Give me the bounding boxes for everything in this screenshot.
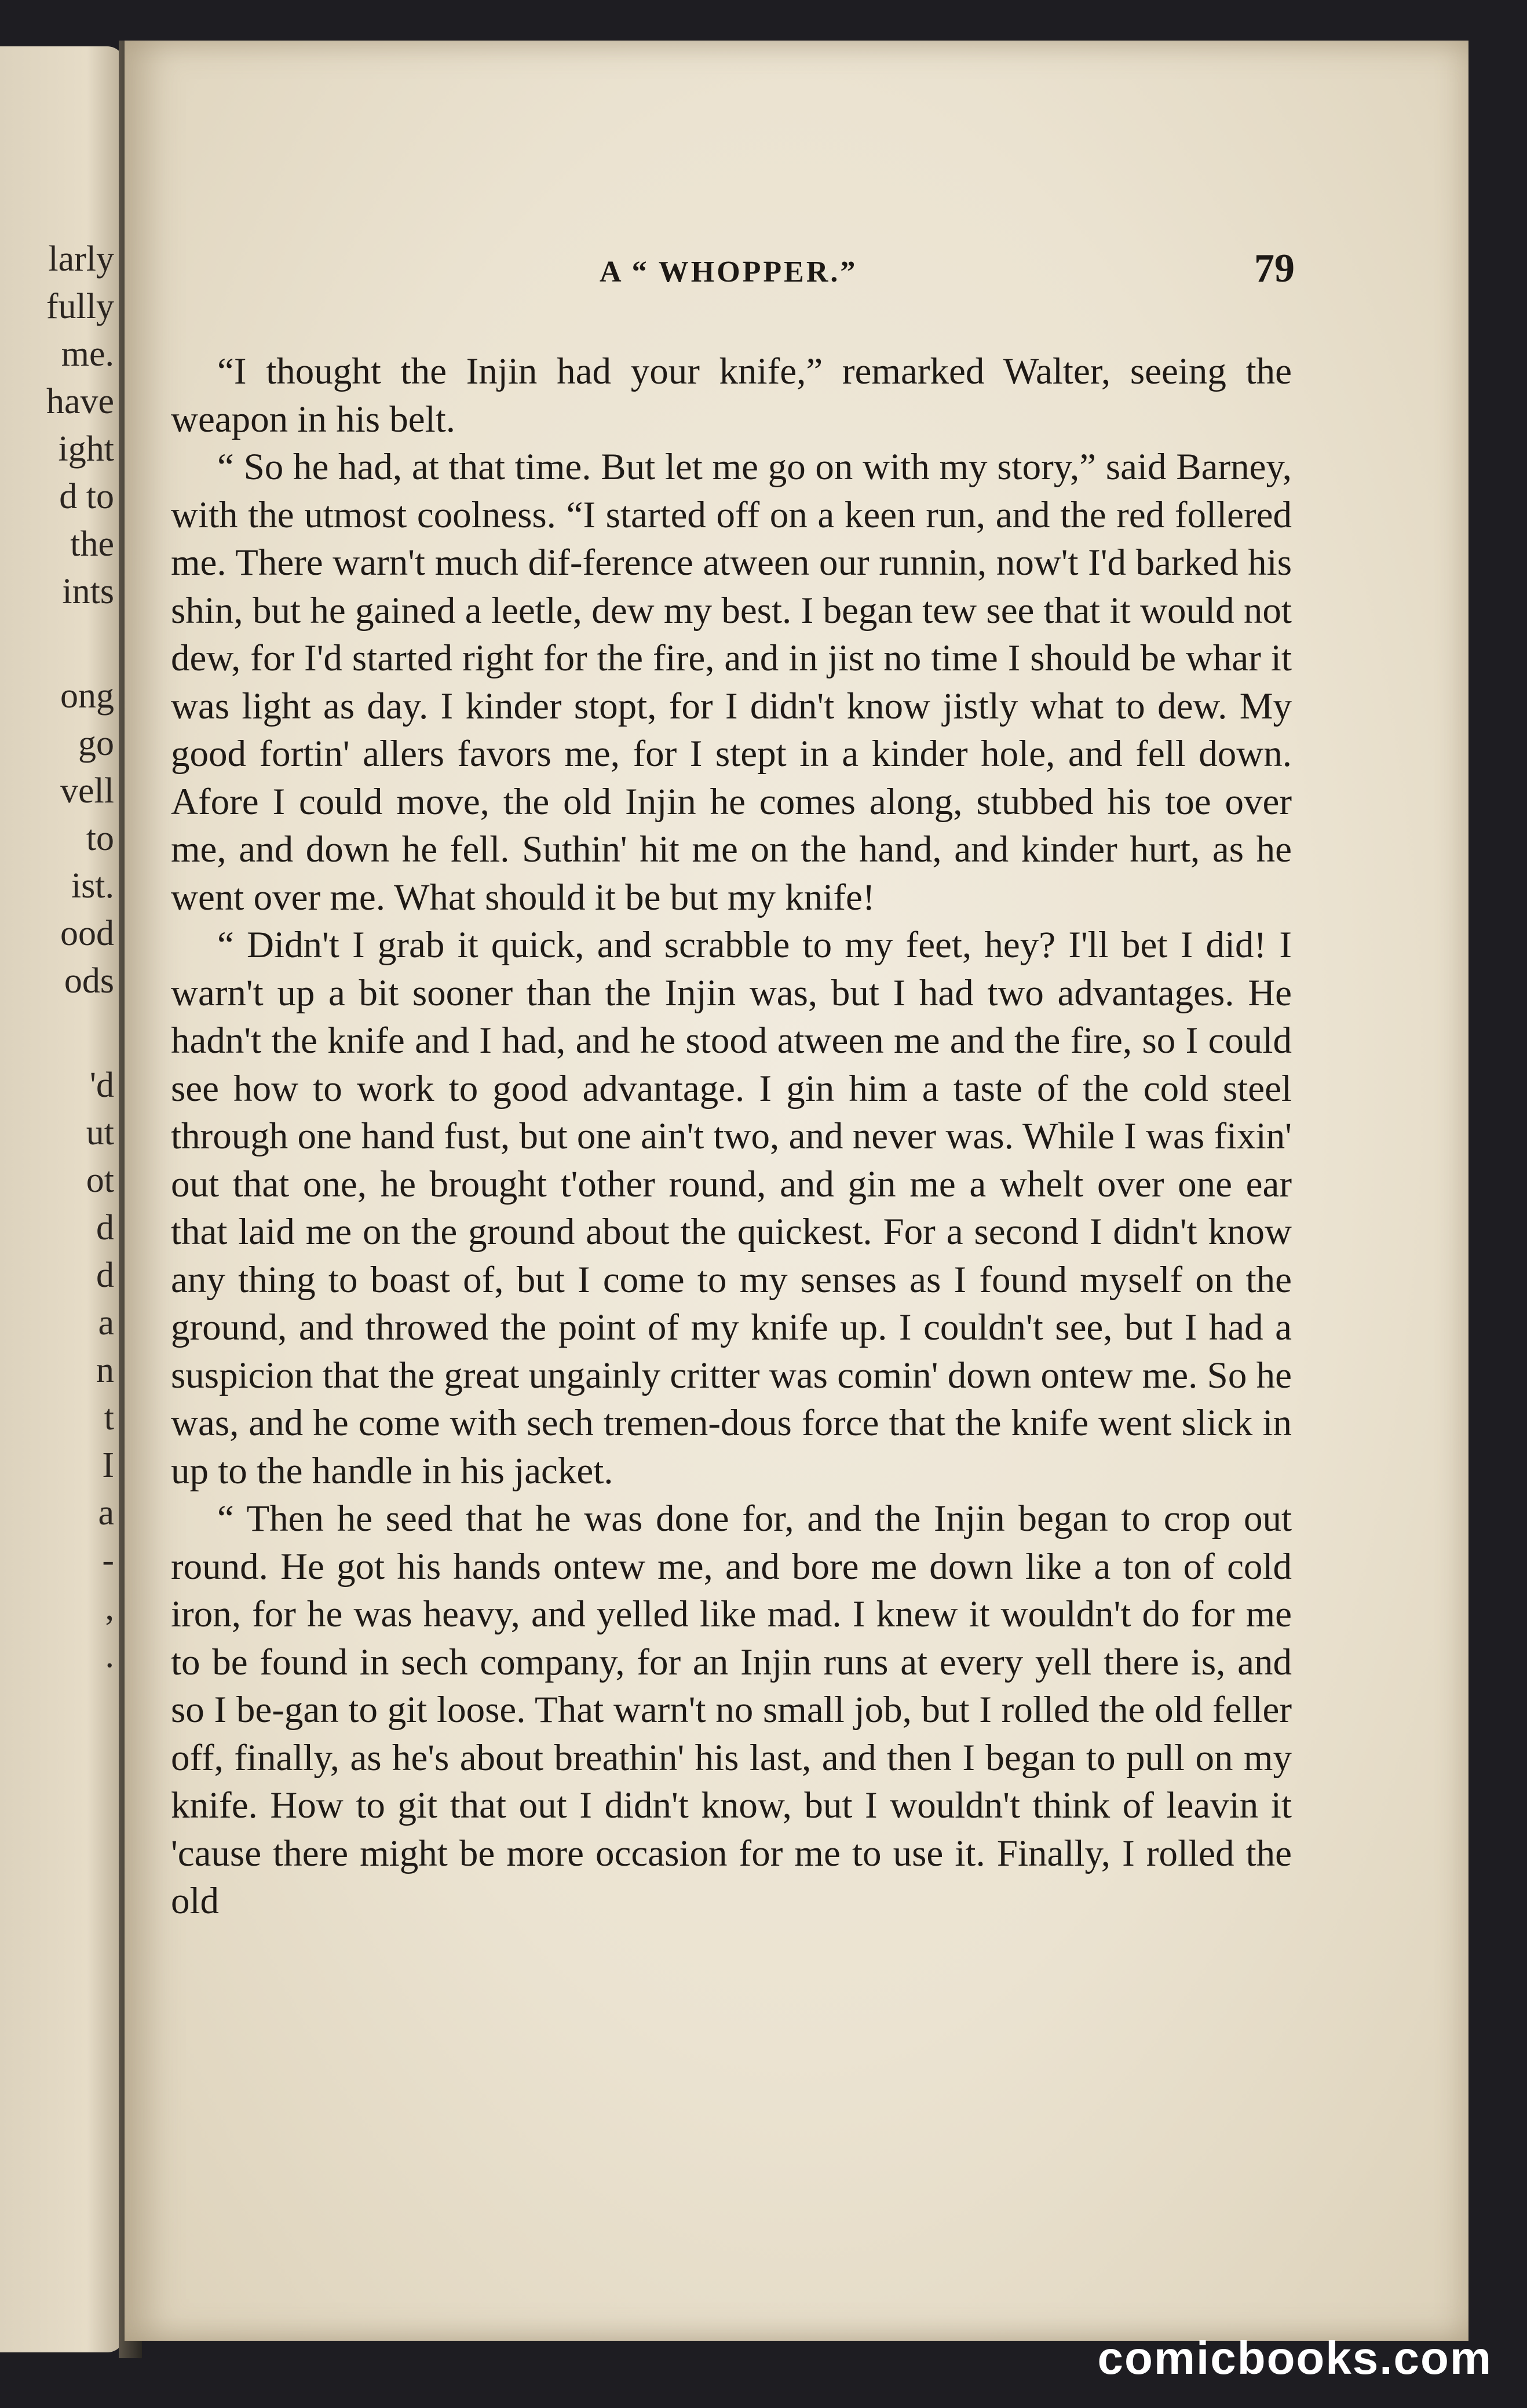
facing-page-fragment: ot xyxy=(86,1161,114,1200)
facing-page-fragment: d xyxy=(96,1208,114,1247)
site-watermark: comicbooks.com xyxy=(1097,2332,1492,2384)
facing-page-fragment: ods xyxy=(64,961,114,1001)
facing-page-fragment: a xyxy=(98,1303,114,1342)
facing-page-fragment: larly xyxy=(48,239,114,279)
paragraph: “ Then he seed that he was done for, and the Injin began to crop out round. He got his hands ontew me, and bore me down like a ton of cold iron, for he was heavy, and yelled like mad. I knew it wouldn't do for me to be found in sech company, for an Injin runs at every yell there is, and so I be-gan to git loose. That warn't no small job, but I rolled the old feller off, finally, as he's about breathin' his last, and then I began to pull on my knife. How to git that out I didn't know, but I wouldn't think of leavin it 'cause there might be more occasion for me to use it. Finally, I rolled the old xyxy=(171,1498,1292,1922)
facing-page-fragment: ight xyxy=(58,429,114,469)
facing-page-fragment: ood xyxy=(60,914,114,953)
facing-page-fragment: fully xyxy=(46,287,114,326)
facing-page-fragment: d to xyxy=(59,477,114,516)
facing-page-fragment: ints xyxy=(62,572,114,611)
facing-page-fragment: I xyxy=(102,1446,114,1485)
facing-page-fragment: n xyxy=(96,1351,114,1390)
book-page xyxy=(125,41,1468,2341)
paragraph: “I thought the Injin had your knife,” remarked Walter, seeing the weapon in his belt. xyxy=(171,351,1292,440)
paragraph: “ So he had, at that time. But let me go on with my story,” said Barney, with the utmost coolness. “I started off on a keen run, and the red follered me. There warn't much dif-ference atween our runnin, now't I'd barked his shin, but he gained a leetle, dew my best. I began tew see that it would not dew, for I'd started right for the fire, and in jist no time I should be whar it was light as day. I kinder stopt, for I didn't know jistly what to dew. My good fortin' allers favors me, for I stept in a kinder hole, and fell down. Afore I could move, the old Injin he comes along, stubbed his toe over me, and down he fell. Suthin' hit me on the hand, and kinder hurt, as he went over me. What should it be but my knife! xyxy=(171,446,1292,918)
body-text xyxy=(171,348,1292,1925)
page-number: 79 xyxy=(1254,246,1295,291)
facing-page-fragment: 'd xyxy=(89,1066,114,1105)
facing-page-fragment: go xyxy=(78,724,114,763)
facing-page-fragment: ong xyxy=(60,676,114,716)
facing-page-fragment: have xyxy=(46,382,114,421)
facing-page-fragment: the xyxy=(70,524,114,564)
facing-page-fragment: a xyxy=(98,1493,114,1533)
facing-page-fragment: t xyxy=(104,1398,114,1437)
facing-page-fragment: ut xyxy=(86,1113,114,1152)
facing-page-fragment: ist. xyxy=(71,866,114,906)
facing-page-fragment: me. xyxy=(61,334,114,374)
facing-page-fragment: . xyxy=(105,1636,114,1675)
facing-page-fragment: vell xyxy=(60,771,114,811)
facing-page-fragment: , xyxy=(105,1588,114,1628)
facing-page-fragment: d xyxy=(96,1256,114,1295)
facing-page-edge xyxy=(0,46,125,2352)
facing-page-fragment: - xyxy=(102,1541,114,1580)
paragraph: “ Didn't I grab it quick, and scrabble to my feet, hey? I'll bet I did! I warn't up a bit sooner than the Injin was, but I had two advantages. He hadn't the knife and I had, and he stood atween me and the fire, so I could see how to work to good advantage. I gin him a taste of the cold steel through one hand fust, but one ain't two, and never was. While I was fixin' out that one, he brought t'other round, and gin me a whelt over one ear that laid me on the ground about the quickest. For a second I didn't know any thing to boast of, but I come to my senses as I found myself on the ground, and throwed the point of my knife up. I couldn't see, but I had a suspicion that the great ungainly critter was comin' down ontew me. So he was, and he come with sech tremen-dous force that the knife went slick in up to the handle in his jacket. xyxy=(171,924,1292,1492)
running-head: A “ WHOPPER.” xyxy=(600,256,858,289)
facing-page-fragment: to xyxy=(86,819,114,858)
